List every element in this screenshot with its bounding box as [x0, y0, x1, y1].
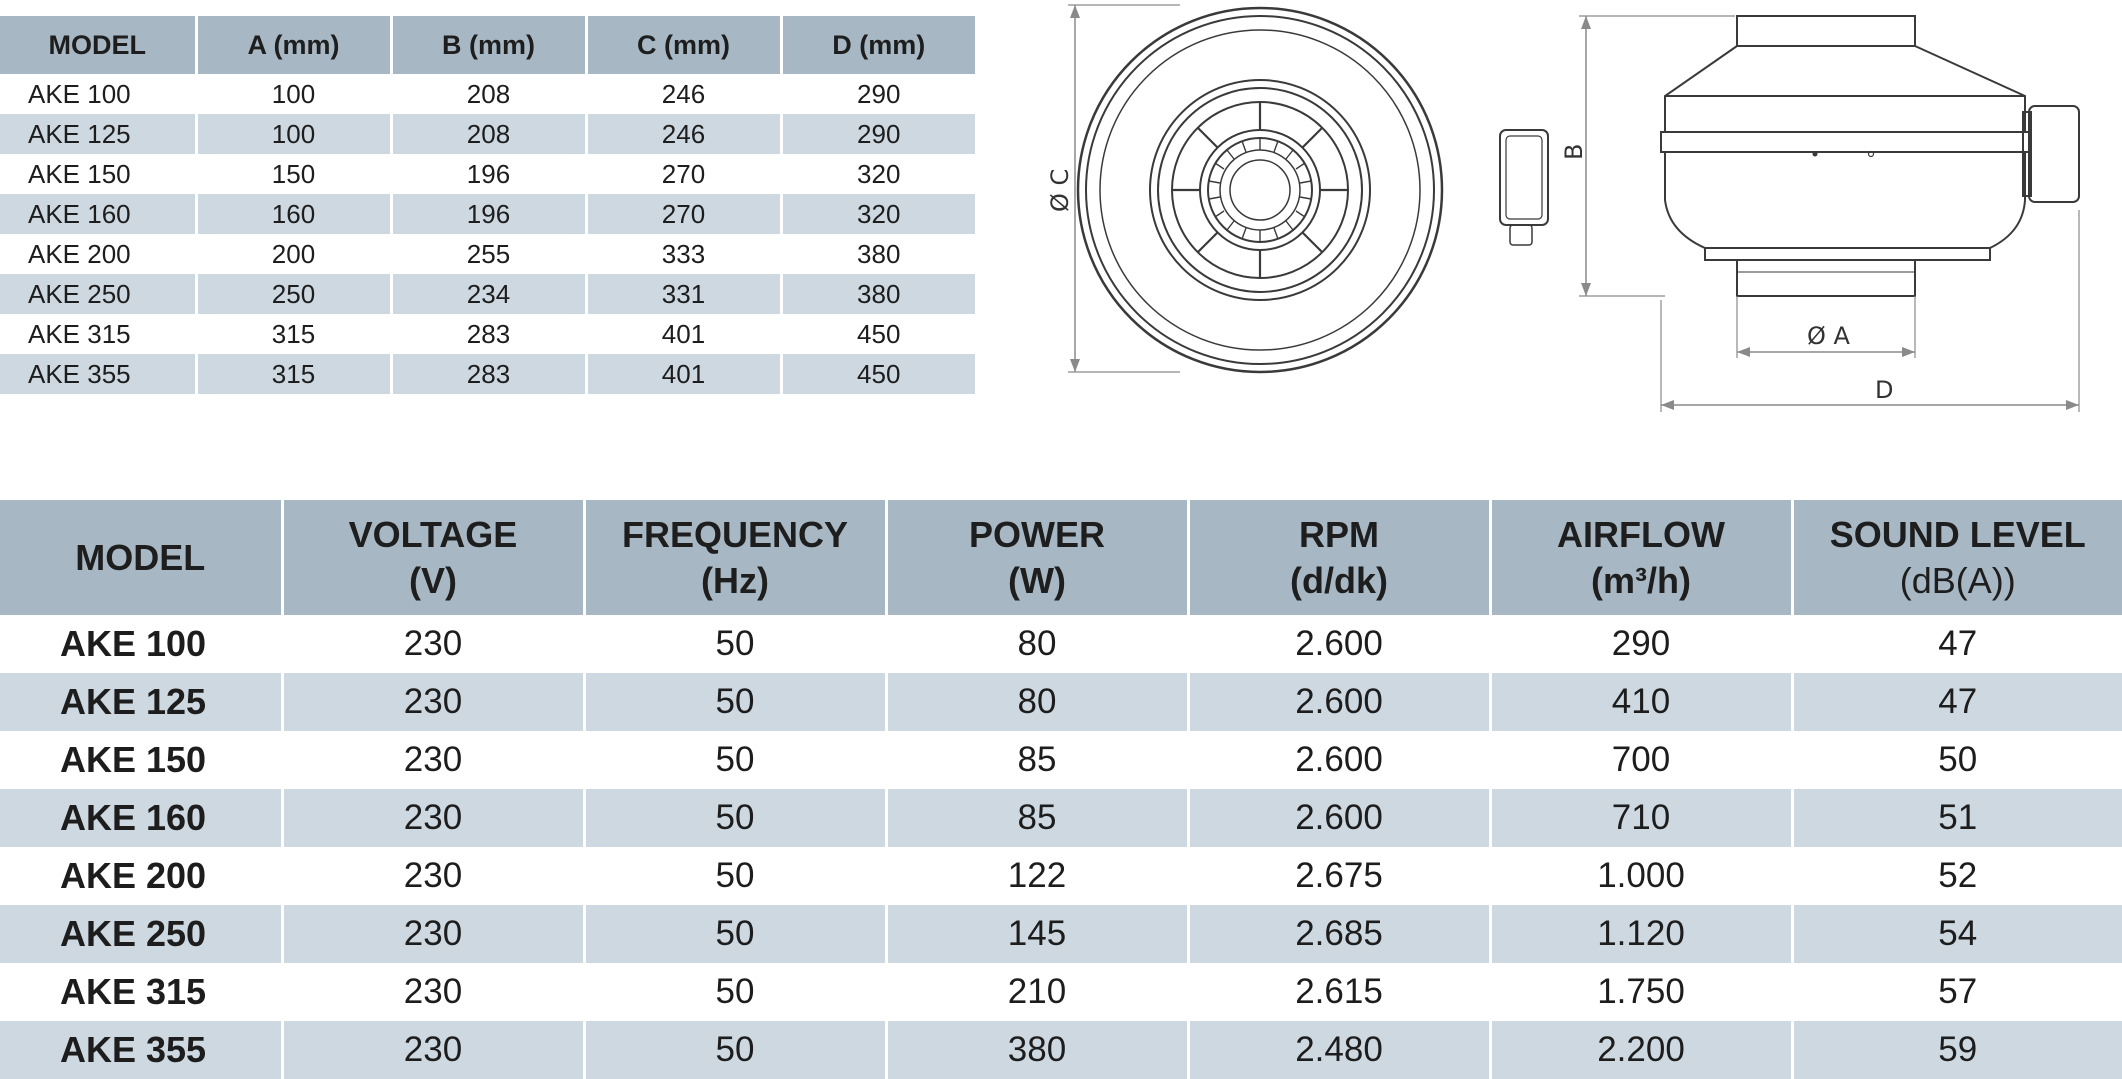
dim-b-cell: 283 — [391, 354, 586, 394]
spec-model-cell: AKE 100 — [0, 615, 282, 673]
dim-b-cell: 255 — [391, 234, 586, 274]
dim-header-c: C (mm) — [586, 16, 781, 74]
spec-header-voltage-label: VOLTAGE — [284, 512, 583, 558]
spec-frequency-cell: 50 — [584, 847, 886, 905]
dim-header-model: MODEL — [0, 16, 196, 74]
dim-model-cell: AKE 160 — [0, 194, 196, 234]
spec-rpm-cell: 2.600 — [1188, 731, 1490, 789]
dim-c-cell: 270 — [586, 194, 781, 234]
spec-model-cell: AKE 315 — [0, 963, 282, 1021]
spec-airflow-cell: 700 — [1490, 731, 1792, 789]
dim-d-cell: 320 — [781, 154, 975, 194]
dim-d-cell: 450 — [781, 314, 975, 354]
dim-b-cell: 196 — [391, 194, 586, 234]
dim-model-cell: AKE 200 — [0, 234, 196, 274]
spec-airflow-cell: 1.750 — [1490, 963, 1792, 1021]
spec-sound-level-cell: 59 — [1792, 1021, 2122, 1079]
dim-b-cell: 208 — [391, 74, 586, 114]
table-row — [0, 963, 2122, 1021]
table-row — [0, 194, 975, 234]
spec-frequency-cell: 50 — [584, 905, 886, 963]
spec-airflow-cell: 1.000 — [1490, 847, 1792, 905]
dim-model-cell: AKE 125 — [0, 114, 196, 154]
dim-header-a: A (mm) — [196, 16, 391, 74]
dim-a-cell: 315 — [196, 354, 391, 394]
dim-d-cell: 290 — [781, 114, 975, 154]
dim-c-cell: 246 — [586, 74, 781, 114]
dim-a-cell: 250 — [196, 274, 391, 314]
spec-frequency-cell: 50 — [584, 615, 886, 673]
spec-rpm-cell: 2.615 — [1188, 963, 1490, 1021]
spec-power-cell: 80 — [886, 615, 1188, 673]
spec-header-frequency — [584, 500, 886, 615]
dim-c-cell: 333 — [586, 234, 781, 274]
table-row — [0, 673, 2122, 731]
dim-a-cell: 100 — [196, 74, 391, 114]
spec-voltage-cell: 230 — [282, 673, 584, 731]
table-row — [0, 789, 2122, 847]
table-row — [0, 731, 2122, 789]
dim-a-cell: 160 — [196, 194, 391, 234]
dim-model-cell: AKE 100 — [0, 74, 196, 114]
spec-model-cell: AKE 355 — [0, 1021, 282, 1079]
spec-rpm-cell: 2.600 — [1188, 673, 1490, 731]
spec-model-cell: AKE 200 — [0, 847, 282, 905]
spec-power-cell: 145 — [886, 905, 1188, 963]
table-row — [0, 1021, 2122, 1079]
dim-d-cell: 320 — [781, 194, 975, 234]
dim-model-cell: AKE 315 — [0, 314, 196, 354]
spec-airflow-cell: 410 — [1490, 673, 1792, 731]
spec-header-power-unit: (W) — [888, 558, 1187, 604]
table-row — [0, 114, 975, 154]
spec-voltage-cell: 230 — [282, 963, 584, 1021]
spec-airflow-cell: 1.120 — [1490, 905, 1792, 963]
spec-sound-level-cell: 51 — [1792, 789, 2122, 847]
spec-sound-level-cell: 47 — [1792, 673, 2122, 731]
spec-sound-level-cell: 50 — [1792, 731, 2122, 789]
spec-model-cell: AKE 150 — [0, 731, 282, 789]
dim-a-cell: 200 — [196, 234, 391, 274]
spec-header-rpm-unit: (d/dk) — [1190, 558, 1489, 604]
dim-a-cell: 100 — [196, 114, 391, 154]
spec-header-rpm-label: RPM — [1190, 512, 1489, 558]
spec-voltage-cell: 230 — [282, 847, 584, 905]
dim-c-cell: 331 — [586, 274, 781, 314]
side-diameter-label: Ø A — [1807, 322, 1851, 350]
spec-rpm-cell: 2.600 — [1188, 789, 1490, 847]
dim-a-cell: 150 — [196, 154, 391, 194]
dimensions-table — [0, 16, 975, 394]
spec-rpm-cell: 2.600 — [1188, 615, 1490, 673]
table-row — [0, 154, 975, 194]
dim-b-cell: 208 — [391, 114, 586, 154]
dim-header-d: D (mm) — [781, 16, 975, 74]
spec-voltage-cell: 230 — [282, 905, 584, 963]
dim-d-cell: 290 — [781, 74, 975, 114]
spec-power-cell: 122 — [886, 847, 1188, 905]
spec-sound-level-cell: 47 — [1792, 615, 2122, 673]
dim-b-cell: 196 — [391, 154, 586, 194]
spec-header-sound-level-unit: (dB(A)) — [1794, 558, 2122, 604]
spec-power-cell: 210 — [886, 963, 1188, 1021]
spec-rpm-cell: 2.675 — [1188, 847, 1490, 905]
spec-header-power-label: POWER — [888, 512, 1187, 558]
spec-header-power — [886, 500, 1188, 615]
table-row — [0, 74, 975, 114]
spec-airflow-cell: 2.200 — [1490, 1021, 1792, 1079]
table-row — [0, 847, 2122, 905]
dim-b-cell: 234 — [391, 274, 586, 314]
spec-header-sound-level-label: SOUND LEVEL — [1794, 512, 2122, 558]
spec-voltage-cell: 230 — [282, 615, 584, 673]
dim-d-cell: 380 — [781, 274, 975, 314]
table-row — [0, 615, 2122, 673]
dim-a-cell: 315 — [196, 314, 391, 354]
spec-header-airflow-label: AIRFLOW — [1492, 512, 1791, 558]
dim-model-cell: AKE 355 — [0, 354, 196, 394]
spec-power-cell: 85 — [886, 731, 1188, 789]
spec-airflow-cell: 290 — [1490, 615, 1792, 673]
spec-header-sound-level — [1792, 500, 2122, 615]
table-row — [0, 314, 975, 354]
spec-frequency-cell: 50 — [584, 789, 886, 847]
spec-header-model-label: MODEL — [0, 535, 281, 581]
spec-sound-level-cell: 52 — [1792, 847, 2122, 905]
table-row — [0, 354, 975, 394]
spec-frequency-cell: 50 — [584, 1021, 886, 1079]
dim-header-b: B (mm) — [391, 16, 586, 74]
spec-header-airflow — [1490, 500, 1792, 615]
fan-side-view-drawing — [1565, 0, 2095, 420]
spec-header-rpm — [1188, 500, 1490, 615]
dim-model-cell: AKE 150 — [0, 154, 196, 194]
spec-power-cell: 85 — [886, 789, 1188, 847]
spec-sound-level-cell: 54 — [1792, 905, 2122, 963]
spec-rpm-cell: 2.480 — [1188, 1021, 1490, 1079]
specifications-header-row — [0, 500, 2122, 615]
spec-header-voltage — [282, 500, 584, 615]
front-diameter-label: Ø C — [1046, 169, 1074, 212]
spec-rpm-cell: 2.685 — [1188, 905, 1490, 963]
dim-c-cell: 401 — [586, 354, 781, 394]
dimensions-header-row — [0, 16, 975, 74]
spec-sound-level-cell: 57 — [1792, 963, 2122, 1021]
spec-frequency-cell: 50 — [584, 731, 886, 789]
dim-c-cell: 246 — [586, 114, 781, 154]
spec-voltage-cell: 230 — [282, 789, 584, 847]
dim-d-cell: 380 — [781, 234, 975, 274]
spec-power-cell: 80 — [886, 673, 1188, 731]
dim-c-cell: 401 — [586, 314, 781, 354]
spec-voltage-cell: 230 — [282, 1021, 584, 1079]
dim-b-cell: 283 — [391, 314, 586, 354]
spec-header-voltage-unit: (V) — [284, 558, 583, 604]
spec-voltage-cell: 230 — [282, 731, 584, 789]
spec-model-cell: AKE 125 — [0, 673, 282, 731]
spec-airflow-cell: 710 — [1490, 789, 1792, 847]
table-row — [0, 234, 975, 274]
spec-power-cell: 380 — [886, 1021, 1188, 1079]
spec-header-frequency-unit: (Hz) — [586, 558, 885, 604]
spec-frequency-cell: 50 — [584, 963, 886, 1021]
dim-model-cell: AKE 250 — [0, 274, 196, 314]
table-row — [0, 274, 975, 314]
spec-header-model — [0, 500, 282, 615]
spec-frequency-cell: 50 — [584, 673, 886, 731]
spec-header-airflow-unit: (m³/h) — [1492, 558, 1791, 604]
table-row — [0, 905, 2122, 963]
dim-d-cell: 450 — [781, 354, 975, 394]
fan-front-view-drawing — [1030, 0, 1590, 380]
spec-header-frequency-label: FREQUENCY — [586, 512, 885, 558]
side-height-label: B — [1560, 144, 1588, 160]
specifications-table — [0, 500, 2122, 1079]
spec-model-cell: AKE 160 — [0, 789, 282, 847]
dim-c-cell: 270 — [586, 154, 781, 194]
side-depth-label: D — [1875, 376, 1893, 404]
spec-model-cell: AKE 250 — [0, 905, 282, 963]
